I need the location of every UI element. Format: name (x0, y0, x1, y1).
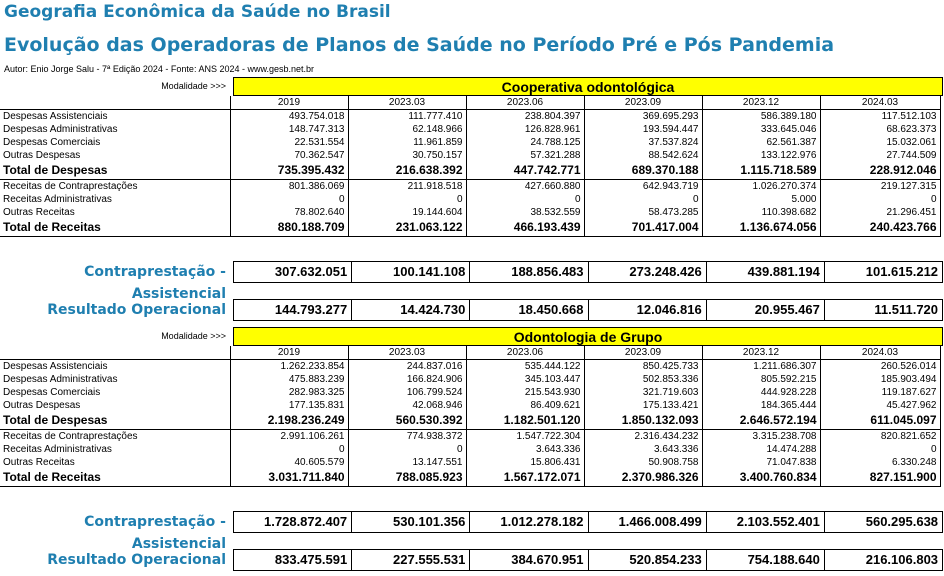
summary-value: 307.632.051 (274, 264, 348, 279)
value-cell: 1.115.718.589 (702, 162, 820, 180)
value-cell: 14.474.288 (702, 443, 820, 456)
value-cell: 2.370.986.326 (584, 469, 702, 487)
value-cell: 444.928.228 (702, 386, 820, 399)
value-cell: 369.695.293 (584, 110, 702, 124)
summary-value: 1.012.278.182 (469, 512, 587, 532)
row-label: Receitas Administrativas (3, 194, 112, 205)
summary-label: Contraprestação - Assistencial (84, 514, 226, 552)
row-label: Outras Despesas (3, 400, 81, 411)
value-cell: 0 (466, 193, 584, 206)
row-label: Despesas Administrativas (3, 124, 118, 135)
value-cell: 45.427.962 (820, 399, 940, 412)
summary-value: 18.450.668 (469, 300, 587, 320)
table-row-total-rec (0, 219, 940, 237)
column-header: 2023.03 (348, 346, 466, 360)
value-cell: 22.531.554 (230, 136, 348, 149)
summary-value: 833.475.591 (274, 552, 348, 567)
value-cell: 166.824.906 (348, 373, 466, 386)
value-cell: 333.645.046 (702, 123, 820, 136)
summary-value: 227.555.531 (351, 550, 469, 570)
value-cell: 260.526.014 (820, 360, 940, 374)
column-header: 2019 (230, 96, 348, 110)
summary-row-resultado (0, 299, 944, 321)
table-row-desp-assist (0, 110, 940, 124)
summary-value: 216.106.803 (824, 550, 942, 570)
value-cell: 177.135.831 (230, 399, 348, 412)
value-cell: 86.409.621 (466, 399, 584, 412)
summary-value: 11.511.720 (824, 300, 942, 320)
modalidade-label: Modalidade >>> (161, 81, 226, 91)
value-cell: 805.592.215 (702, 373, 820, 386)
summary-value: 384.670.951 (469, 550, 587, 570)
summary-value: 1.728.872.407 (264, 514, 348, 529)
value-cell: 735.395.432 (230, 162, 348, 180)
row-label: Despesas Administrativas (3, 374, 118, 385)
value-cell: 240.423.766 (820, 219, 940, 237)
summary-value: 439.881.194 (706, 262, 824, 282)
value-cell: 215.543.930 (466, 386, 584, 399)
value-cell: 1.026.270.374 (702, 180, 820, 194)
value-cell: 0 (230, 193, 348, 206)
table-row-rec-admin (0, 193, 940, 206)
value-cell: 3.643.336 (466, 443, 584, 456)
value-cell: 117.512.103 (820, 110, 940, 124)
value-cell: 78.802.640 (230, 206, 348, 219)
row-label: Outras Despesas (3, 150, 81, 161)
row-label: Despesas Assistenciais (3, 111, 108, 122)
summary-label: Resultado Operacional (47, 552, 226, 568)
row-label: Total de Despesas (0, 412, 230, 430)
modalidade-row (0, 327, 944, 346)
summary-cells (233, 299, 943, 321)
value-cell: 70.362.547 (230, 149, 348, 162)
value-cell: 447.742.771 (466, 162, 584, 180)
table-row-rec-contra (0, 430, 940, 444)
modalidade-title: Odontologia de Grupo (233, 327, 943, 346)
summary-value: 2.103.552.401 (706, 512, 824, 532)
column-header: 2023.06 (466, 346, 584, 360)
summary-value: 12.046.816 (588, 300, 706, 320)
summary-value: 560.295.638 (824, 512, 942, 532)
value-cell: 216.638.392 (348, 162, 466, 180)
value-cell: 586.389.180 (702, 110, 820, 124)
table-row-total-desp (0, 162, 940, 180)
value-cell: 133.122.976 (702, 149, 820, 162)
value-cell: 0 (820, 443, 940, 456)
author-line: Autor: Enio Jorge Salu - 7ª Edição 2024 - Fonte: ANS 2024 - www.gesb.net.br (4, 64, 315, 74)
value-cell: 231.063.122 (348, 219, 466, 237)
modalidade-label: Modalidade >>> (161, 331, 226, 341)
value-cell: 1.182.501.120 (466, 412, 584, 430)
row-label: Despesas Assistenciais (3, 361, 108, 372)
value-cell: 1.211.686.307 (702, 360, 820, 374)
modalidade-row (0, 77, 944, 96)
value-cell: 502.853.336 (584, 373, 702, 386)
value-cell: 184.365.444 (702, 399, 820, 412)
value-cell: 1.262.233.854 (230, 360, 348, 374)
financial-table (0, 96, 941, 237)
value-cell: 3.643.336 (584, 443, 702, 456)
value-cell: 820.821.652 (820, 430, 940, 444)
summary-row-contra-assist (0, 511, 944, 552)
summary-value: 520.854.233 (588, 550, 706, 570)
row-label: Total de Receitas (0, 219, 230, 237)
value-cell: 71.047.838 (702, 456, 820, 469)
column-header: 2023.12 (702, 96, 820, 110)
value-cell: 15.806.431 (466, 456, 584, 469)
column-header: 2023.09 (584, 96, 702, 110)
summary-cells (233, 511, 943, 533)
value-cell: 24.788.125 (466, 136, 584, 149)
summary-value: 530.101.356 (351, 512, 469, 532)
summary-label: Contraprestação - Assistencial (84, 264, 226, 302)
value-cell: 0 (348, 443, 466, 456)
row-label: Outras Receitas (3, 457, 75, 468)
row-label: Receitas de Contraprestações (3, 431, 138, 442)
summary-value: 188.856.483 (469, 262, 587, 282)
value-cell: 6.330.248 (820, 456, 940, 469)
table-row-total-desp (0, 412, 940, 430)
column-header: 2023.06 (466, 96, 584, 110)
summary-cells (233, 549, 943, 571)
value-cell: 560.530.392 (348, 412, 466, 430)
table-row-total-rec (0, 469, 940, 487)
value-cell: 219.127.315 (820, 180, 940, 194)
value-cell: 126.828.961 (466, 123, 584, 136)
value-cell: 788.085.923 (348, 469, 466, 487)
header-blank (0, 96, 230, 110)
modalidade-title: Cooperativa odontológica (233, 77, 943, 96)
value-cell: 175.133.421 (584, 399, 702, 412)
value-cell: 850.425.733 (584, 360, 702, 374)
value-cell: 11.961.859 (348, 136, 466, 149)
value-cell: 689.370.188 (584, 162, 702, 180)
column-header: 2024.03 (820, 346, 940, 360)
value-cell: 111.777.410 (348, 110, 466, 124)
table-row-desp-assist (0, 360, 940, 374)
column-header-row (0, 346, 940, 360)
value-cell: 110.398.682 (702, 206, 820, 219)
value-cell: 27.744.509 (820, 149, 940, 162)
value-cell: 228.912.046 (820, 162, 940, 180)
value-cell: 2.991.106.261 (230, 430, 348, 444)
value-cell: 493.754.018 (230, 110, 348, 124)
value-cell: 475.883.239 (230, 373, 348, 386)
value-cell: 38.532.559 (466, 206, 584, 219)
value-cell: 2.198.236.249 (230, 412, 348, 430)
value-cell: 37.537.824 (584, 136, 702, 149)
value-cell: 88.542.624 (584, 149, 702, 162)
value-cell: 40.605.579 (230, 456, 348, 469)
value-cell: 244.837.016 (348, 360, 466, 374)
value-cell: 21.296.451 (820, 206, 940, 219)
value-cell: 30.750.157 (348, 149, 466, 162)
row-label: Receitas de Contraprestações (3, 181, 138, 192)
column-header: 2023.09 (584, 346, 702, 360)
value-cell: 193.594.447 (584, 123, 702, 136)
table-row-outras-desp (0, 149, 940, 162)
value-cell: 3.400.760.834 (702, 469, 820, 487)
page-title: Geografia Econômica da Saúde no Brasil (4, 2, 391, 22)
table-row-outras-rec (0, 456, 940, 469)
summary-value: 754.188.640 (706, 550, 824, 570)
value-cell: 701.417.004 (584, 219, 702, 237)
value-cell: 282.983.325 (230, 386, 348, 399)
table-row-desp-admin (0, 373, 940, 386)
table-row-outras-rec (0, 206, 940, 219)
value-cell: 535.444.122 (466, 360, 584, 374)
value-cell: 611.045.097 (820, 412, 940, 430)
value-cell: 62.148.966 (348, 123, 466, 136)
value-cell: 1.547.722.304 (466, 430, 584, 444)
summary-value: 273.248.426 (588, 262, 706, 282)
value-cell: 3.031.711.840 (230, 469, 348, 487)
table-row-desp-admin (0, 123, 940, 136)
value-cell: 0 (230, 443, 348, 456)
value-cell: 238.804.397 (466, 110, 584, 124)
value-cell: 1.850.132.093 (584, 412, 702, 430)
value-cell: 119.187.627 (820, 386, 940, 399)
value-cell: 774.938.372 (348, 430, 466, 444)
value-cell: 211.918.518 (348, 180, 466, 194)
row-label: Despesas Comerciais (3, 387, 101, 398)
table-row-outras-desp (0, 399, 940, 412)
value-cell: 427.660.880 (466, 180, 584, 194)
value-cell: 5.000 (702, 193, 820, 206)
value-cell: 2.646.572.194 (702, 412, 820, 430)
value-cell: 57.321.288 (466, 149, 584, 162)
column-header: 2024.03 (820, 96, 940, 110)
summary-cells (233, 261, 943, 283)
value-cell: 0 (348, 193, 466, 206)
value-cell: 1.567.172.071 (466, 469, 584, 487)
value-cell: 801.386.069 (230, 180, 348, 194)
value-cell: 880.188.709 (230, 219, 348, 237)
column-header-row (0, 96, 940, 110)
summary-value: 1.466.008.499 (588, 512, 706, 532)
column-header: 2019 (230, 346, 348, 360)
value-cell: 68.623.373 (820, 123, 940, 136)
table-row-desp-comerc (0, 386, 940, 399)
row-label: Total de Despesas (0, 162, 230, 180)
value-cell: 106.799.524 (348, 386, 466, 399)
column-header: 2023.12 (702, 346, 820, 360)
value-cell: 642.943.719 (584, 180, 702, 194)
summary-row-resultado (0, 549, 944, 571)
value-cell: 3.315.238.708 (702, 430, 820, 444)
row-label: Receitas Administrativas (3, 444, 112, 455)
value-cell: 50.908.758 (584, 456, 702, 469)
summary-row-contra-assist (0, 261, 944, 302)
summary-value: 20.955.467 (706, 300, 824, 320)
header-blank (0, 346, 230, 360)
summary-value: 100.141.108 (351, 262, 469, 282)
table-row-desp-comerc (0, 136, 940, 149)
value-cell: 2.316.434.232 (584, 430, 702, 444)
value-cell: 13.147.551 (348, 456, 466, 469)
summary-value: 14.424.730 (351, 300, 469, 320)
financial-table (0, 346, 941, 487)
column-header: 2023.03 (348, 96, 466, 110)
value-cell: 321.719.603 (584, 386, 702, 399)
value-cell: 185.903.494 (820, 373, 940, 386)
value-cell: 466.193.439 (466, 219, 584, 237)
table-row-rec-contra (0, 180, 940, 194)
summary-label: Resultado Operacional (47, 302, 226, 318)
value-cell: 1.136.674.056 (702, 219, 820, 237)
value-cell: 827.151.900 (820, 469, 940, 487)
table-row-rec-admin (0, 443, 940, 456)
row-label: Total de Receitas (0, 469, 230, 487)
value-cell: 148.747.313 (230, 123, 348, 136)
value-cell: 62.561.387 (702, 136, 820, 149)
summary-value: 101.615.212 (824, 262, 942, 282)
value-cell: 15.032.061 (820, 136, 940, 149)
value-cell: 345.103.447 (466, 373, 584, 386)
value-cell: 0 (820, 193, 940, 206)
value-cell: 19.144.604 (348, 206, 466, 219)
summary-value: 144.793.277 (274, 302, 348, 317)
row-label: Outras Receitas (3, 207, 75, 218)
value-cell: 0 (584, 193, 702, 206)
value-cell: 58.473.285 (584, 206, 702, 219)
value-cell: 42.068.946 (348, 399, 466, 412)
row-label: Despesas Comerciais (3, 137, 101, 148)
page-subtitle: Evolução das Operadoras de Planos de Saúde no Período Pré e Pós Pandemia (4, 34, 835, 56)
